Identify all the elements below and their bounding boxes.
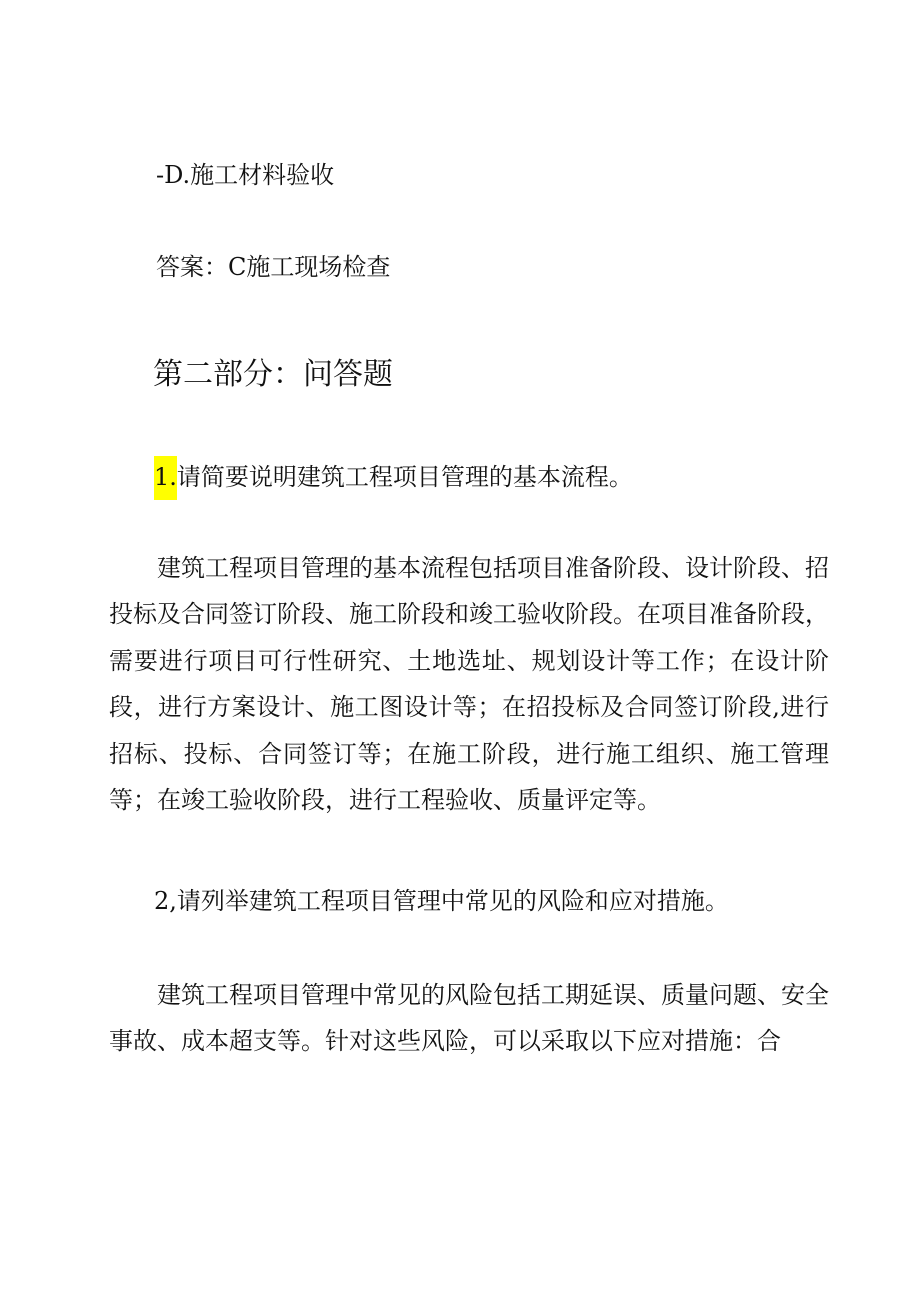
question-1-number: 1. [154, 456, 177, 500]
answer-1-paragraph: 建筑工程项目管理的基本流程包括项目准备阶段、设计阶段、招投标及合同签订阶段、施工阶段和竣工验收阶段。在项目准备阶段，需要进行项目可行性研究、土地选址、规划设计等工作；在设计阶段，进行方案设计、施工图设计等；在招投标及合同签订阶段,进行招标、投标、合同签订等；在施工阶段，进行施工组织、施工管理等；在竣工验收阶段，进行工程验收、质量评定等。 [109, 554, 829, 815]
answer-2-paragraph: 建筑工程项目管理中常见的风险包括工期延误、质量问题、安全事故、成本超支等。针对这些风险，可以采取以下应对措施：合 [109, 981, 829, 1056]
answer-line: 答案：C施工现场检查 [156, 253, 391, 281]
option-d: -D.施工材料验收 [156, 161, 335, 189]
question-1-text: 请简要说明建筑工程项目管理的基本流程。 [176, 463, 633, 491]
section-heading: 第二部分：问答题 [153, 357, 393, 392]
question-1 [154, 456, 633, 500]
question-2: 2,请列举建筑工程项目管理中常见的风险和应对措施。 [154, 887, 729, 915]
